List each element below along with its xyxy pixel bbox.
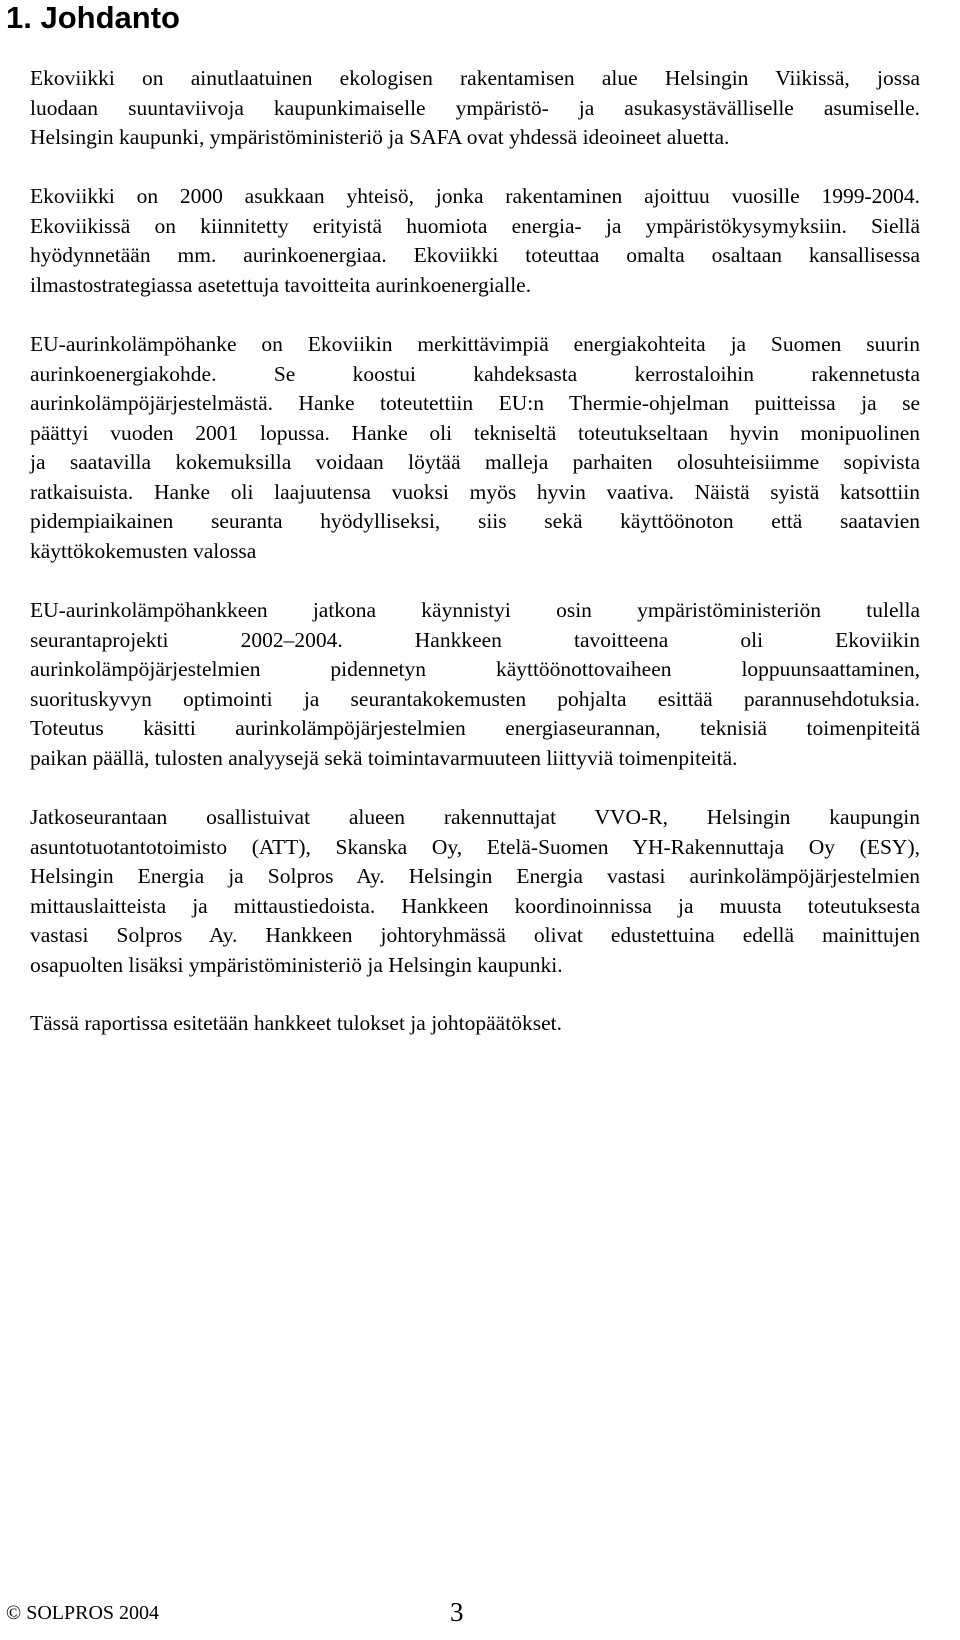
text-line: Toteutus käsitti aurinkolämpöjärjestelmien energiaseurannan, teknisiä toimenpiteitä [30, 716, 920, 740]
paragraph-participants [30, 803, 920, 980]
paragraph-report-summary [30, 1009, 920, 1039]
text-line: luodaan suuntaviivoja kaupunkimaiselle ympäristö- ja asukasystävälliselle asumiselle. [30, 95, 920, 120]
footer-copyright: © SOLPROS 2004 [6, 1602, 160, 1624]
text-line: aurinkoenergiakohde. Se koostui kahdeksasta kerrostaloihin rakennetusta [30, 361, 920, 386]
page-number: 3 [450, 1597, 464, 1627]
text-line: vastasi Solpros Ay. Hankkeen johtoryhmässä olivat edustettuina edellä mainittujen [30, 923, 920, 947]
text-line: EU-aurinkolämpöhankkeen jatkona käynnistyi osin ympäristöministeriön tulella [30, 598, 920, 622]
text-line: ratkaisuista. Hanke oli laajuutensa vuoksi myös hyvin vaativa. Näistä syistä katsottiin [30, 479, 920, 504]
text-line: asuntotuotantotoimisto (ATT), Skanska Oy, Etelä-Suomen YH-Rakennuttaja Oy (ESY), [30, 834, 920, 859]
text-line: Ekoviikissä on kiinnitetty erityistä huomiota energia- ja ympäristökysymyksiin. Siellä [30, 213, 920, 238]
paragraph-eu-project [30, 330, 920, 566]
text-line: Ekoviikki on ainutlaatuinen ekologisen rakentamisen alue Helsingin Viikissä, jossa [30, 66, 920, 90]
text-line: Jatkoseurantaan osallistuivat alueen rakennuttajat VVO-R, Helsingin kaupungin [30, 805, 920, 829]
text-line: osapuolten lisäksi ympäristöministeriö ja Helsingin kaupunki. [30, 952, 563, 977]
text-line: Ekoviikki on 2000 asukkaan yhteisö, jonka rakentaminen ajoittuu vuosille 1999-2004. [30, 184, 920, 208]
text-line: aurinkolämpöjärjestelmästä. Hanke toteutettiin EU:n Thermie-ohjelman puitteissa ja se [30, 391, 920, 415]
section-heading: 1. Johdanto [6, 0, 180, 35]
text-line: suorituskyvyn optimointi ja seurantakokemusten pohjalta esittää parannusehdotuksia. [30, 686, 920, 711]
text-line: päättyi vuoden 2001 lopussa. Hanke oli tekniseltä toteutukseltaan hyvin monipuolinen [30, 420, 920, 445]
text-line: seurantaprojekti 2002–2004. Hankkeen tavoitteena oli Ekoviikin [30, 627, 920, 652]
text-line: ja saatavilla kokemuksilla voidaan löytää malleja parhaiten olosuhteisiimme sopivista [30, 450, 920, 474]
text-line: EU-aurinkolämpöhanke on Ekoviikin merkittävimpiä energiakohteita ja Suomen suurin [30, 332, 920, 356]
text-line: Helsingin Energia ja Solpros Ay. Helsingin Energia vastasi aurinkolämpöjärjestelmien [30, 864, 920, 888]
text-line: aurinkolämpöjärjestelmien pidennetyn käyttöönottovaiheen loppuunsaattaminen, [30, 657, 920, 681]
text-line: paikan päällä, tulosten analyysejä sekä toimintavarmuuteen liittyviä toimenpiteitä. [30, 745, 738, 770]
paragraph-intro [30, 64, 920, 153]
text-line: mittauslaitteista ja mittaustiedoista. Hankkeen koordinoinnissa ja muusta toteutuksesta [30, 893, 920, 918]
text-line: hyödynnetään mm. aurinkoenergiaa. Ekoviikki toteuttaa omalta osaltaan kansallisessa [30, 243, 920, 267]
text-line: pidempiaikainen seuranta hyödylliseksi, siis sekä käyttöönoton että saatavien [30, 509, 920, 533]
text-line: Helsingin kaupunki, ympäristöministeriö ja SAFA ovat yhdessä ideoineet aluetta. [30, 125, 730, 149]
text-line: ilmastostrategiassa asetettuja tavoitteita aurinkoenergialle. [30, 272, 532, 297]
text-line: käyttökokemusten valossa [30, 538, 257, 563]
paragraph-follow-up [30, 596, 920, 773]
paragraph-community [30, 182, 920, 300]
text-line: Tässä raportissa esitetään hankkeet tulokset ja johtopäätökset. [30, 1011, 562, 1035]
